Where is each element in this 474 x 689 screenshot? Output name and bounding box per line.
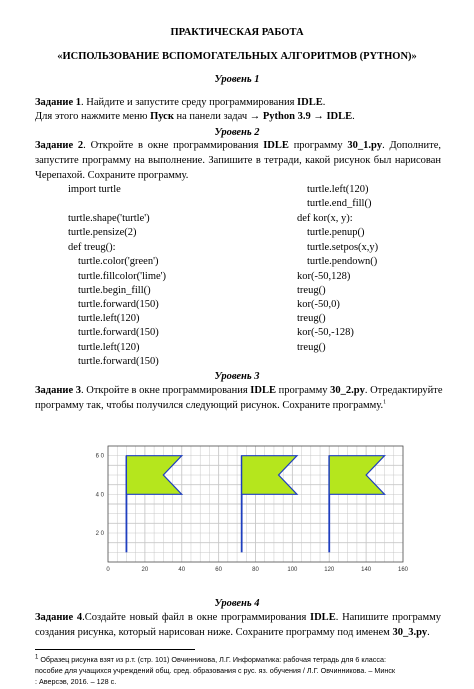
task4-para-line1: Задание 4.Создайте новый файл в окне программирования IDLE. Напишите программу — [35, 612, 441, 623]
task4-para-line2: создания рисунка, который нарисован ниже. Сохраните программу под именем 30_3.py. — [35, 627, 430, 638]
x-tick-label: 60 — [215, 567, 222, 573]
code-line: treug() — [297, 313, 326, 324]
code-line: def treug(): — [68, 242, 116, 253]
task2-label: Задание 2 — [35, 140, 84, 151]
footnote-line2: пособие для учащихся учреждений общ. сред. образования с рус. яз. обучения / Л.Г. Овчинникова. – Минск — [35, 666, 396, 675]
code-line: turtle.forward(150) — [78, 356, 159, 367]
y-tick-label: 2 0 — [95, 531, 104, 537]
task4-label: Задание 4 — [35, 612, 83, 623]
x-tick-label: 120 — [324, 567, 335, 573]
x-tick-label: 140 — [361, 567, 372, 573]
code-line: turtle.forward(150) — [78, 299, 159, 310]
task2-para-line1: Задание 2. Откройте в окне программирования IDLE программу 30_1.py. Дополните, — [35, 140, 441, 151]
code-line: turtle.setpos(x,y) — [307, 242, 379, 253]
level-4-heading: Уровень 4 — [214, 598, 260, 609]
task2-para-line3: Черепахой. Сохраните программу. — [35, 170, 189, 181]
code-line: kor(-50,128) — [297, 271, 351, 282]
x-tick-label: 160 — [397, 567, 409, 573]
code-line: turtle.left(120) — [78, 313, 140, 324]
code-line: turtle.fillcolor('lime') — [78, 271, 167, 282]
code-line: treug() — [297, 285, 326, 296]
level-3-heading: Уровень 3 — [214, 371, 260, 382]
code-line: import turtle — [68, 184, 121, 195]
x-tick-label: 40 — [178, 567, 186, 573]
code-line: turtle.end_fill() — [307, 198, 372, 209]
x-tick-label: 0 — [106, 567, 110, 573]
code-line: turtle.pendown() — [307, 256, 378, 267]
footnote-line1: $^1$ Образец рисунка взят из р.т. (стр. 101) Овчинникова, Л.Г. Информатика: рабочая тетрадь для 6 класса: — [35, 654, 386, 664]
x-tick-label: 100 — [287, 567, 298, 573]
code-line: turtle.color('green') — [78, 256, 159, 267]
code-line: turtle.shape('turtle') — [68, 213, 150, 224]
task3-para-line2: программу так, чтобы получился следующий рисунок. Сохраните программу.$^1$ — [35, 399, 387, 411]
task1-label: Задание 1 — [35, 97, 81, 108]
page-subtitle: «ИСПОЛЬЗОВАНИЕ ВСПОМОГАТЕЛЬНЫХ АЛГОРИТМОВ (PYTHON)» — [57, 51, 417, 62]
code-line: def kor(x, y): — [297, 213, 353, 224]
code-line: treug() — [297, 342, 326, 353]
code-line: turtle.begin_fill() — [78, 285, 151, 296]
x-tick-label: 20 — [141, 567, 149, 573]
task2-para-line2: запустите программу на выполнение. Запишите в тетради, какой рисунок был нарисован — [35, 155, 441, 166]
code-line: turtle.penup() — [307, 227, 365, 238]
code-line: turtle.pensize(2) — [68, 227, 137, 238]
task1-line1: Задание 1. Найдите и запустите среду программирования IDLE. — [35, 97, 326, 108]
level-2-heading: Уровень 2 — [214, 127, 260, 138]
y-tick-label: 6 0 — [95, 453, 104, 460]
footnote-ref: 1 — [383, 399, 387, 406]
flags-figure — [88, 438, 418, 574]
footnote-divider — [35, 649, 195, 650]
code-line: turtle.forward(150) — [78, 327, 159, 338]
code-line: kor(-50,0) — [297, 299, 340, 310]
task3-label: Задание 3 — [35, 385, 81, 396]
page-title: ПРАКТИЧЕСКАЯ РАБОТА — [170, 27, 304, 38]
code-line: turtle.left(120) — [78, 342, 140, 353]
task1-line2: Для этого нажмите меню Пуск на панели задач → Python 3.9 → IDLE. — [35, 111, 355, 122]
x-tick-label: 80 — [252, 567, 259, 573]
code-line: kor(-50,-128) — [297, 327, 354, 338]
level-1-heading: Уровень 1 — [214, 74, 260, 85]
y-tick-label: 4 0 — [95, 492, 104, 499]
footnote-line3: : Аверсэв, 2016. – 128 с. — [35, 677, 117, 686]
code-line: turtle.left(120) — [307, 184, 369, 195]
task3-para-line1: Задание 3. Откройте в окне программирования IDLE программу 30_2.py. Отредактируйте — [35, 385, 443, 396]
